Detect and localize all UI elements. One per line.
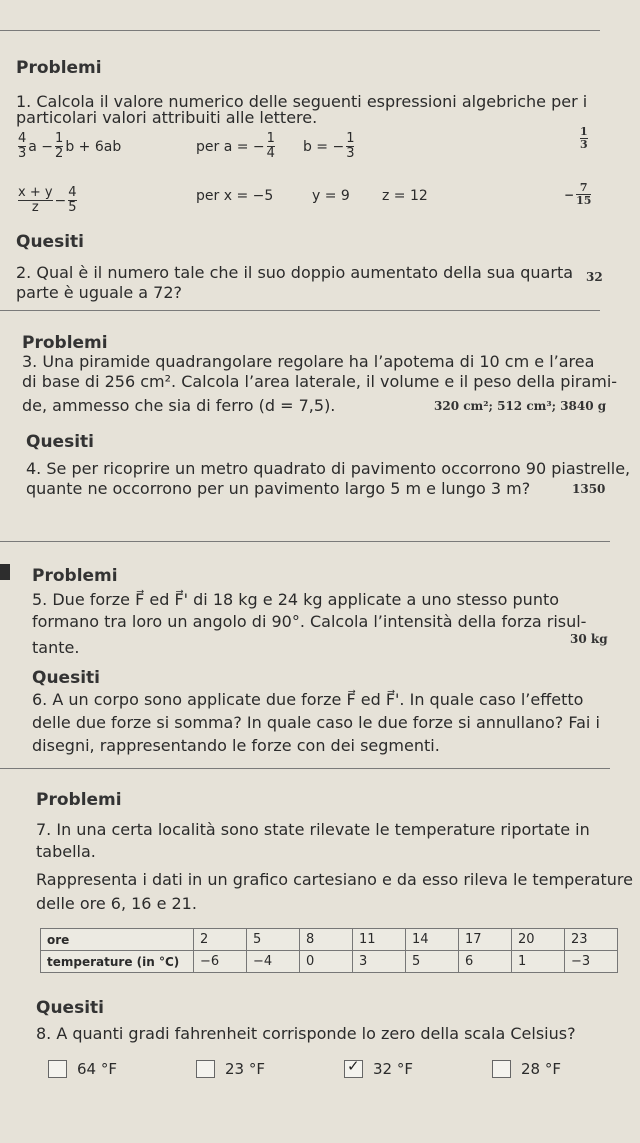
expression-term: − <box>54 192 67 209</box>
numerator: 1 <box>55 131 64 146</box>
section-heading-problemi-4: Problemi <box>36 790 122 810</box>
numerator: 4 <box>18 131 27 146</box>
denominator: 2 <box>55 146 64 161</box>
question-6-text: disegni, rappresentando le forze con dei segmenti. <box>32 736 440 755</box>
section-heading-quesiti-4: Quesiti <box>36 998 104 1018</box>
problem-7-text: tabella. <box>36 842 96 861</box>
question-4-text: quante ne occorrono per un pavimento largo 5 m e lungo 3 m? <box>26 479 531 498</box>
fraction <box>18 132 26 161</box>
answer-2: 32 <box>586 270 603 284</box>
table-row-label: temperature (in °C) <box>41 951 194 973</box>
table-cell: 20 <box>512 929 565 951</box>
problem-7-text: delle ore 6, 16 e 21. <box>36 894 197 913</box>
divider <box>0 768 610 769</box>
problem-3-text: 3. Una piramide quadrangolare regolare ha l’apotema di 10 cm e l’area <box>22 352 595 371</box>
section-heading-problemi-2: Problemi <box>22 333 108 353</box>
section-heading-quesiti-1: Quesiti <box>16 232 84 252</box>
denominator: 5 <box>68 200 77 215</box>
table-cell: 3 <box>353 951 406 973</box>
expression-1 <box>18 132 121 161</box>
numerator: 1 <box>580 125 588 138</box>
temperature-table <box>40 928 618 973</box>
numerator: 4 <box>68 185 77 200</box>
numerator: 1 <box>266 131 275 146</box>
answer-3: 320 cm²; 512 cm³; 3840 g <box>434 399 607 413</box>
option-64f[interactable] <box>48 1060 117 1078</box>
option-label: 23 °F <box>225 1060 265 1078</box>
fraction <box>55 132 63 161</box>
problem-5-text: formano tra loro un angolo di 90°. Calcola l’intensità della forza risul- <box>32 612 587 631</box>
table-cell: −6 <box>194 951 247 973</box>
question-6-text: 6. A un corpo sono applicate due forze F⃗ ed F⃗'. In quale caso l’effetto <box>32 690 584 709</box>
section-marker-icon <box>0 564 10 580</box>
denominator: 3 <box>18 146 27 161</box>
condition-1 <box>196 132 354 161</box>
divider <box>0 30 600 31</box>
problem-3-text: di base di 256 cm². Calcola l’area laterale, il volume e il peso della pirami- <box>22 372 618 391</box>
option-label: 64 °F <box>77 1060 117 1078</box>
condition-term: per a = − <box>196 138 265 155</box>
option-label: 28 °F <box>521 1060 561 1078</box>
problem-1-text: particolari valori attribuiti alle lettere. <box>16 108 318 127</box>
table-cell: 2 <box>194 929 247 951</box>
answer-1b <box>564 182 591 207</box>
option-23f[interactable] <box>196 1060 265 1078</box>
check-mark-icon: ✓ <box>347 1057 360 1075</box>
checkbox-checked[interactable] <box>344 1057 363 1078</box>
question-2-text: 2. Qual è il numero tale che il suo doppio aumentato della sua quarta <box>16 263 574 282</box>
numerator: x + y <box>18 185 53 200</box>
denominator: 3 <box>346 146 355 161</box>
fraction <box>18 186 53 215</box>
answer-4: 1350 <box>572 482 606 496</box>
table-cell: 14 <box>406 929 459 951</box>
numerator: 7 <box>579 181 588 194</box>
fraction <box>267 132 275 161</box>
question-2-text: parte è uguale a 72? <box>16 283 183 302</box>
condition-2-x: per x = −5 <box>196 188 274 204</box>
table-row-hours <box>41 929 618 951</box>
problem-7-text: 7. In una certa località sono state rilevate le temperature riportate in <box>36 820 590 839</box>
table-cell: −4 <box>247 951 300 973</box>
option-label: 32 °F <box>373 1060 413 1078</box>
table-cell: 5 <box>406 951 459 973</box>
question-4-text: 4. Se per ricoprire un metro quadrato di pavimento occorrono 90 piastrelle, <box>26 459 631 478</box>
checkbox[interactable] <box>196 1060 215 1078</box>
divider <box>0 310 600 311</box>
table-row-label: ore <box>41 929 194 951</box>
expression-2 <box>18 186 77 215</box>
table-cell: 11 <box>353 929 406 951</box>
expression-term: b + 6ab <box>65 138 122 155</box>
section-heading-quesiti-3: Quesiti <box>32 668 100 688</box>
condition-2-y: y = 9 <box>312 188 350 204</box>
table-cell: −3 <box>565 951 618 973</box>
condition-term: b = − <box>302 138 345 155</box>
table-cell: 0 <box>300 951 353 973</box>
option-28f[interactable] <box>492 1060 561 1078</box>
problem-1-text: 1. Calcola il valore numerico delle seguenti espressioni algebriche per i <box>16 92 588 111</box>
question-6-text: delle due forze si somma? In quale caso le due forze si annullano? Fai i <box>32 713 600 732</box>
divider <box>0 541 610 542</box>
section-heading-problemi-1: Problemi <box>16 58 102 78</box>
checkbox[interactable] <box>48 1060 67 1078</box>
checkbox[interactable] <box>492 1060 511 1078</box>
table-cell: 6 <box>459 951 512 973</box>
fraction <box>68 186 76 215</box>
section-heading-quesiti-2: Quesiti <box>26 432 94 452</box>
section-heading-problemi-3: Problemi <box>32 566 118 586</box>
answer-1a <box>580 126 588 151</box>
fraction <box>576 182 591 207</box>
denominator: 3 <box>580 138 588 151</box>
numerator: 1 <box>346 131 355 146</box>
answer-5: 30 kg <box>570 632 608 646</box>
table-cell: 23 <box>565 929 618 951</box>
condition-2-z: z = 12 <box>382 188 428 204</box>
table-cell: 5 <box>247 929 300 951</box>
table-row-temperatures <box>41 951 618 973</box>
denominator: 15 <box>576 194 592 207</box>
sign: − <box>564 187 575 202</box>
problem-5-text: 5. Due forze F⃗ ed F⃗' di 18 kg e 24 kg applicate a uno stesso punto <box>32 590 560 609</box>
question-8-text: 8. A quanti gradi fahrenheit corrisponde lo zero della scala Celsius? <box>36 1024 576 1043</box>
problem-3-text: de, ammesso che sia di ferro (d = 7,5). <box>22 396 336 415</box>
table-cell: 17 <box>459 929 512 951</box>
table-cell: 1 <box>512 951 565 973</box>
fraction <box>346 132 354 161</box>
option-32f[interactable] <box>344 1057 413 1078</box>
table-cell: 8 <box>300 929 353 951</box>
problem-5-text: tante. <box>32 638 80 657</box>
expression-term: a − <box>28 138 54 155</box>
denominator: z <box>31 200 39 215</box>
denominator: 4 <box>266 146 275 161</box>
problem-7-text: Rappresenta i dati in un grafico cartesiano e da esso rileva le temperature <box>36 870 633 889</box>
